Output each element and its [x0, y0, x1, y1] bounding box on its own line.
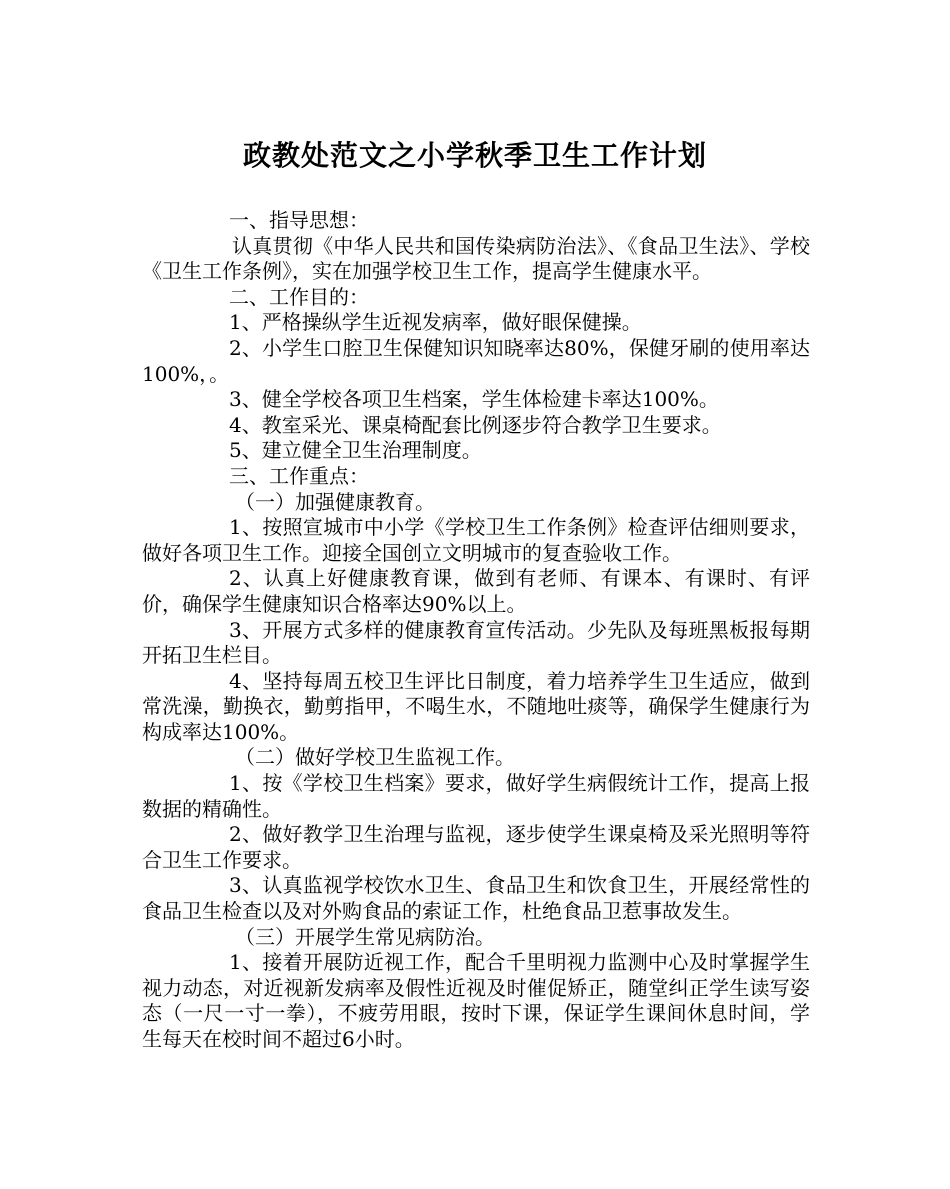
- list-item: 2、做好教学卫生治理与监视，逐步使学生课桌椅及采光照明等符合卫生工作要求。: [142, 822, 810, 872]
- list-item: 1、严格操纵学生近视发病率，做好眼保健操。: [229, 310, 642, 335]
- subsection-heading: （一）加强健康教育。: [235, 489, 435, 514]
- list-item: 2、认真上好健康教育课，做到有老师、有课本、有课时、有评价，确保学生健康知识合格率达90%以上。: [142, 566, 810, 616]
- document-body: [142, 208, 810, 1053]
- list-item: 3、健全学校各项卫生档案，学生体检建卡率达100%。: [229, 387, 719, 412]
- subsection-heading: （三）开展学生常见病防治。: [235, 924, 495, 949]
- document-title: 政教处范文之小学秋季卫生工作计划: [242, 139, 707, 172]
- subsection-heading: （二）做好学校卫生监视工作。: [235, 745, 515, 770]
- list-item: 4、教室采光、课桌椅配套比例逐步符合教学卫生要求。: [229, 412, 722, 437]
- paragraph: 认真贯彻《中华人民共和国传染病防治法》、《食品卫生法》、学校《卫生工作条例》，实在加强学校卫生工作，提高学生健康水平。: [142, 233, 810, 284]
- list-item: 4、坚持每周五校卫生评比日制度，着力培养学生卫生适应，做到常洗澡，勤换衣，勤剪指甲，不喝生水，不随地吐痰等，确保学生健康行为构成率达100%。: [142, 668, 810, 744]
- list-item: 2、小学生口腔卫生保健知识知晓率达80%，保健牙刷的使用率达100%，。: [142, 335, 810, 386]
- list-item: 5、建立健全卫生治理制度。: [229, 438, 482, 463]
- list-item: 1、接着开展防近视工作，配合千里明视力监测中心及时掌握学生视力动态，对近视新发病率及假性近视及时催促矫正，随堂纠正学生读写姿态（一尺一寸一拳），不疲劳用眼，按时下课，保证学生课间休息时间，学生每天在校时间不超过6小时。: [142, 950, 810, 1051]
- section-heading: 一、指导思想：: [229, 208, 369, 232]
- list-item: 1、按照宣城市中小学《学校卫生工作条例》检查评估细则要求，做好各项卫生工作。迎接全国创立文明城市的复查验收工作。: [142, 515, 810, 565]
- section-heading: 三、工作重点：: [229, 463, 369, 488]
- list-item: 1、按《学校卫生档案》要求，做好学生病假统计工作，提高上报数据的精确性。: [142, 771, 810, 821]
- section-heading: 二、工作目的：: [229, 284, 369, 309]
- list-item: 3、认真监视学校饮水卫生、食品卫生和饮食卫生，开展经常性的食品卫生检查以及对外购食品的索证工作，杜绝食品卫惹事故发生。: [142, 873, 810, 924]
- list-item: 3、开展方式多样的健康教育宣传活动。少先队及每班黑板报每期开拓卫生栏目。: [142, 617, 810, 668]
